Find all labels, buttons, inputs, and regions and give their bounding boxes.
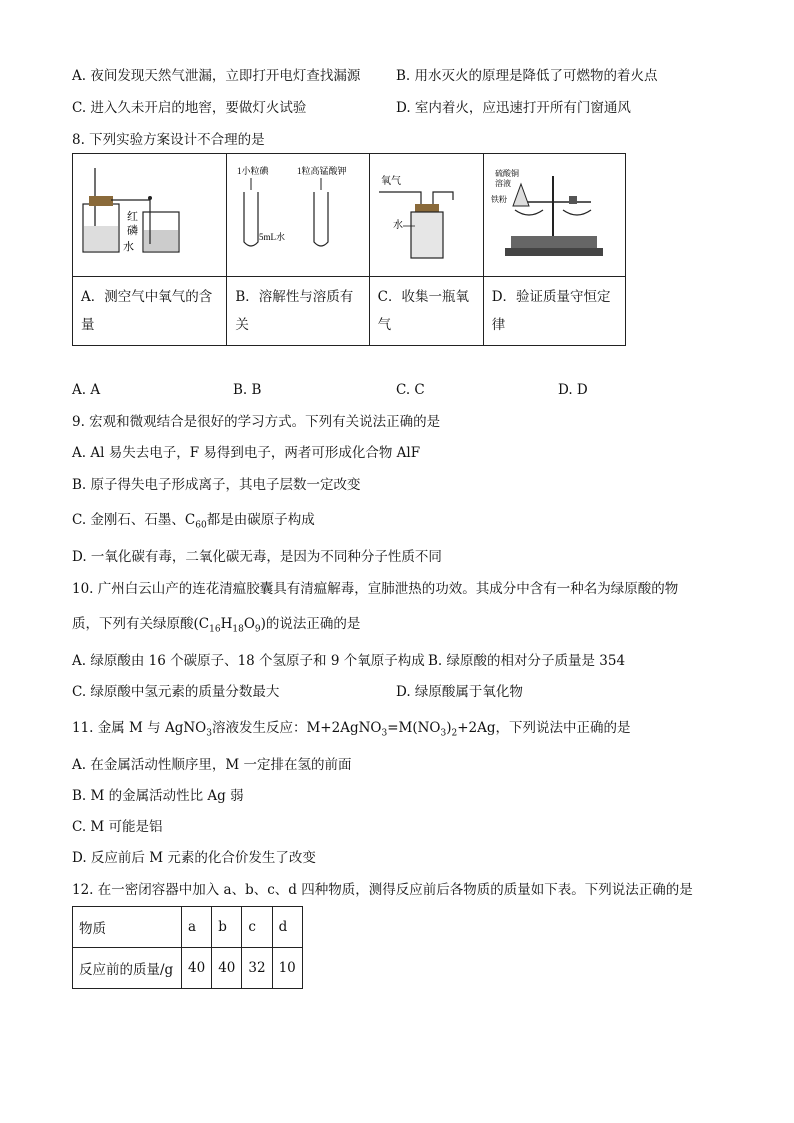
q9-option-b: B. 原子得失电子形成离子，其电子层数一定改变: [72, 477, 361, 493]
gas-collection-bottle-icon: [371, 154, 481, 272]
q8-image-c: [369, 154, 483, 277]
q8-image-b: [227, 154, 369, 277]
cuso4-label-1: 硫酸铜: [495, 169, 520, 178]
q8-choice-a: A. A: [72, 382, 101, 398]
q10-formula-h: H: [220, 616, 233, 632]
q10-stem-line1: 10. 广州白云山产的连花清瘟胶囊具有清瘟解毒，宣肺泄热的功效。其成分中含有一种名为绿原酸的物: [72, 581, 679, 597]
q11-eq-sub1: 3: [381, 728, 388, 739]
q9-option-c-post: 都是由碳原子构成: [206, 512, 315, 528]
q8-caption-d: D．验证质量守恒定律: [483, 277, 625, 346]
q10-option-c: C. 绿原酸中氢元素的质量分数最大: [72, 684, 280, 700]
phosphorus-label: 磷: [126, 225, 138, 237]
table-cell: 10: [272, 948, 302, 989]
q8-choice-c: C. C: [396, 382, 425, 398]
q10-stem-post: 的说法正确的是: [265, 616, 361, 632]
q10-stem-pre: 质，下列有关绿原酸: [72, 616, 194, 632]
q11-stem: [72, 719, 631, 743]
q7-option-d: D. 室内着火，应迅速打开所有门窗通风: [396, 100, 631, 116]
q11-option-b: B. M 的金属活动性比 Ag 弱: [72, 788, 244, 804]
table-row: [73, 907, 303, 948]
five-ml-water-label: 5mL水: [259, 232, 286, 242]
oxygen-content-apparatus-icon: [75, 154, 225, 272]
red-label: 红: [126, 211, 138, 223]
q10-formula-c-sub: 16: [209, 624, 221, 635]
q10-option-d: D. 绿原酸属于氧化物: [396, 684, 523, 700]
q11-eq-mid: =M(NO: [387, 720, 441, 736]
q11-option-c: C. M 可能是铝: [72, 819, 163, 835]
q11-option-a: A. 在金属活动性顺序里，M 一定排在氢的前面: [72, 757, 352, 773]
table-row: [73, 948, 303, 989]
q11-equation: [306, 720, 496, 739]
q9-option-c-sub: 60: [195, 520, 207, 531]
water2-label: 水: [393, 220, 404, 231]
iodine-label: 1小粒碘: [237, 166, 269, 176]
q12-stem: 12. 在一密闭容器中加入 a、b、c、d 四种物质，测得反应前后各物质的质量如下表。下列说法正确的是: [72, 882, 693, 898]
table-cell: b: [212, 907, 242, 948]
q11-eq-pre: M+2AgNO: [306, 720, 382, 736]
water-label: 水: [122, 241, 134, 253]
table-cell: a: [182, 907, 212, 948]
q8-image-a: [73, 154, 227, 277]
q7-option-a: A. 夜间发现天然气泄漏，立即打开电灯查找漏源: [72, 68, 361, 84]
q8-choice-b: B. B: [233, 382, 262, 398]
balance-scale-icon: [485, 154, 623, 272]
table-cell: 反应前的质量/g: [73, 948, 182, 989]
q11-eq-sub3: 2: [451, 728, 458, 739]
q9-option-d: D. 一氧化碳有毒，二氧化碳无毒，是因为不同种分子性质不同: [72, 549, 442, 565]
q8-choice-d: D. D: [558, 382, 588, 398]
q8-caption-b: B．溶解性与溶质有关: [227, 277, 369, 346]
q12-mass-table: [72, 906, 303, 989]
iron-powder-label: 铁粉: [491, 195, 508, 204]
q8-experiment-table: [72, 153, 626, 346]
q11-stem-post: ，下列说法中正确的是: [495, 720, 631, 736]
q8-caption-c: C．收集一瓶氧气: [369, 277, 483, 346]
q10-formula-h-sub: 18: [232, 624, 244, 635]
solubility-test-tubes-icon: [229, 154, 367, 272]
q10-option-b: B. 绿原酸的相对分子质量是 354: [428, 653, 626, 669]
q8-caption-a: A．测空气中氧气的含量: [73, 277, 227, 346]
q11-stem-pre: 11. 金属 M 与 AgNO: [72, 720, 207, 736]
q11-eq-paren: ): [446, 720, 452, 736]
q10-formula-c: C: [198, 616, 210, 632]
q9-option-c: [72, 511, 315, 535]
q7-option-c: C. 进入久未开启的地窖，要做灯火试验: [72, 100, 307, 116]
oxygen-label: 氧气: [381, 176, 402, 187]
cuso4-label-2: 溶液: [495, 179, 512, 188]
q11-eq-sub2: 3: [440, 728, 447, 739]
q7-option-b: B. 用水灭火的原理是降低了可燃物的着火点: [396, 68, 658, 84]
table-cell: 40: [182, 948, 212, 989]
table-cell: c: [242, 907, 272, 948]
q11-option-d: D. 反应前后 M 元素的化合价发生了改变: [72, 850, 316, 866]
table-cell: 32: [242, 948, 272, 989]
q9-stem: 9. 宏观和微观结合是很好的学习方式。下列有关说法正确的是: [72, 414, 441, 430]
kmno4-label: 1粒高锰酸钾: [297, 166, 347, 176]
table-cell: 40: [212, 948, 242, 989]
q11-stem-sub: 3: [206, 728, 212, 739]
q9-option-c-pre: C. 金刚石、石墨、C: [72, 512, 196, 528]
table-cell: d: [272, 907, 302, 948]
q10-formula-o-sub: 9: [254, 624, 261, 635]
q10-option-a: A. 绿原酸由 16 个碳原子、18 个氢原子和 9 个氧原子构成: [72, 653, 425, 669]
q8-image-d: [483, 154, 625, 277]
q11-eq-post: +2Ag: [457, 720, 496, 736]
q9-option-a: A. Al 易失去电子，F 易得到电子，两者可形成化合物 AlF: [72, 445, 421, 461]
q10-formula-o: O: [243, 616, 255, 632]
table-cell: 物质: [73, 907, 182, 948]
q8-stem: 8. 下列实验方案设计不合理的是: [72, 132, 265, 148]
q10-stem-line2: 质，下列有关绿原酸$(C_{16}H_{18}O_9)$的说法正确的是: [72, 616, 361, 635]
q11-stem-mid: 溶液发生反应：: [211, 720, 307, 736]
